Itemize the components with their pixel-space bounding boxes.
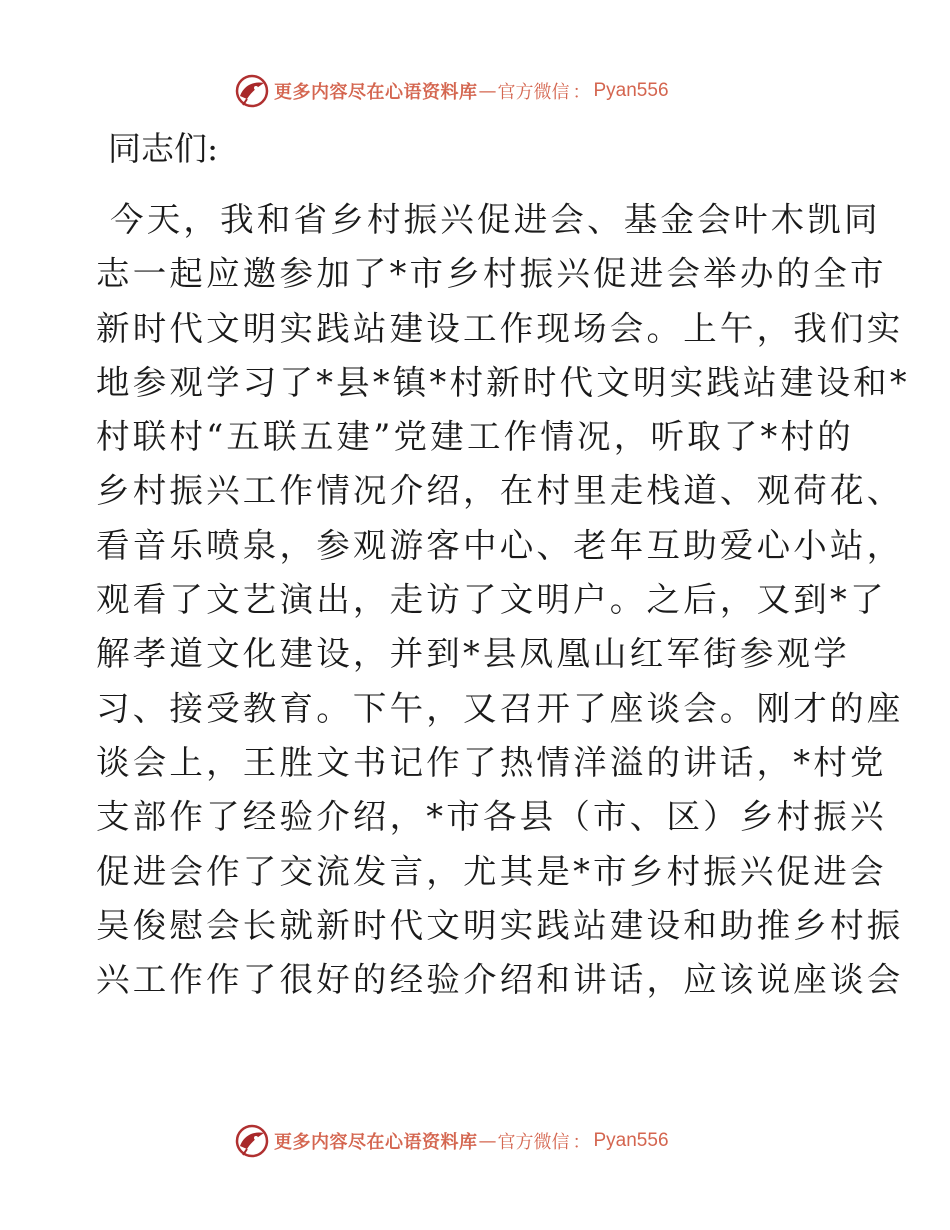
paragraph-line: 观看了文艺演出，走访了文明户。之后，又到*了	[96, 580, 887, 620]
salutation: 同志们:	[108, 129, 219, 168]
watermark-wechat-id: Pyan556	[593, 1130, 669, 1151]
paragraph-line: 新时代文明实践站建设工作现场会。上午，我们实	[96, 308, 904, 348]
watermark-wechat-label: 官方微信	[497, 1132, 570, 1153]
watermark-wechat-label: 官方微信	[497, 82, 570, 103]
watermark-separator: —	[478, 80, 497, 102]
paragraph-line: 兴工作作了很好的经验介绍和讲话，应该说座谈会	[96, 960, 904, 1000]
quill-logo-icon	[234, 1123, 270, 1159]
paragraph-line: 乡村振兴工作情况介绍，在村里走栈道、观荷花、	[96, 471, 904, 511]
speech-paragraph	[96, 193, 910, 1007]
paragraph-line: 地参观学习了*县*镇*村新时代文明实践站建设和*	[96, 362, 910, 402]
quill-logo-icon	[234, 73, 270, 109]
header-watermark	[234, 71, 669, 111]
watermark-wechat-id: Pyan556	[593, 80, 669, 101]
paragraph-line: 习、接受教育。下午，又召开了座谈会。刚才的座	[96, 688, 904, 728]
paragraph-line: 吴俊慰会长就新时代文明实践站建设和助推乡村振	[96, 905, 904, 945]
footer-watermark	[234, 1121, 669, 1161]
paragraph-line: 村联村“五联五建”党建工作情况，听取了*村的	[96, 417, 854, 457]
paragraph-line: 支部作了经验介绍，*市各县（市、区）乡村振兴	[96, 797, 887, 837]
paragraph-line: 志一起应邀参加了*市乡村振兴促进会举办的全市	[96, 254, 887, 294]
watermark-colon: ：	[572, 1132, 591, 1153]
paragraph-line: 促进会作了交流发言，尤其是*市乡村振兴促进会	[96, 851, 887, 891]
paragraph-line: 谈会上，王胜文书记作了热情洋溢的讲话，*村党	[96, 742, 887, 782]
paragraph-line: 看音乐喷泉，参观游客中心、老年互助爱心小站，	[96, 525, 904, 565]
watermark-separator: —	[478, 1130, 497, 1152]
paragraph-line: 今天，我和省乡村振兴促进会、基金会叶木凯同	[110, 200, 881, 239]
watermark-brand: 更多内容尽在心语资料库	[274, 1132, 478, 1153]
watermark-colon: ：	[572, 82, 591, 103]
watermark-brand: 更多内容尽在心语资料库	[274, 82, 478, 103]
paragraph-line: 解孝道文化建设，并到*县凤凰山红军街参观学	[96, 634, 850, 674]
